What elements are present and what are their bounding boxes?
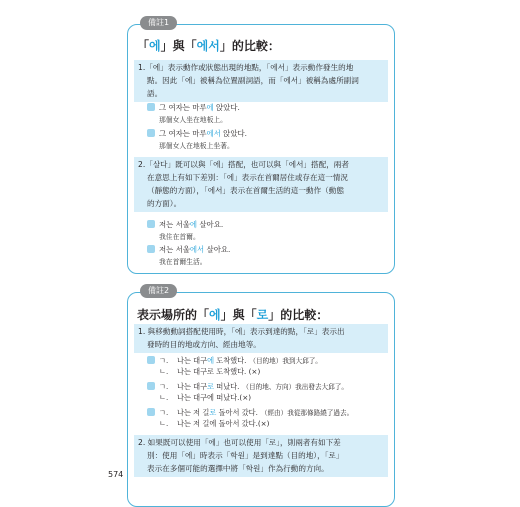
example-text: 앉았다. — [220, 129, 247, 138]
example-badge-icon — [147, 408, 155, 416]
band-line: （靜態的方面），「에서」表示在首爾生活的這一動作（動態 — [147, 186, 344, 195]
example-row — [147, 355, 322, 366]
example-badge-icon — [147, 220, 155, 228]
title-highlight: 에 — [209, 308, 221, 322]
row-marker: ㄴ. — [159, 367, 169, 376]
explanation-band-4 — [134, 435, 388, 477]
example-highlight: 에 — [206, 103, 214, 112]
band-line: 的方面）。 — [147, 199, 182, 208]
example-row — [147, 407, 353, 418]
example-text: 그 여자는 마루 — [159, 129, 207, 138]
title-highlight: 에서 — [196, 39, 220, 53]
title-text: 表示場所的「 — [137, 308, 210, 322]
title-text: 」與「 — [220, 308, 257, 322]
band-line: 語。 — [147, 89, 163, 98]
example-text: (×) — [239, 393, 252, 402]
example-text: 도착했다. — [214, 356, 247, 365]
title-text: 「 — [137, 39, 150, 53]
row-marker: ㄴ. — [159, 393, 169, 402]
example-text: 떠났다. — [214, 382, 240, 391]
row-marker: ㄴ. — [159, 419, 169, 428]
example-badge-icon — [147, 129, 155, 137]
example-sentence — [147, 219, 223, 230]
example-badge-icon — [147, 382, 155, 390]
example-text: 돌아서 갔다. — [216, 408, 258, 417]
title-highlight: 에 — [149, 39, 161, 53]
example-badge-icon — [147, 356, 155, 364]
example-highlight: 에서 — [206, 129, 221, 138]
example-text: 살아요. — [197, 220, 224, 229]
example-text: (×) — [246, 367, 261, 376]
example-text: 나는 대구 — [177, 356, 208, 365]
example-note: （經由）我從那條路繞了過去。 — [260, 409, 354, 417]
example-row — [159, 393, 251, 403]
band-line: 1. 與移動動詞搭配使用時，「에」表示到達的點，「로」表示出 — [138, 327, 345, 336]
example-text: 나는 저 길에 돌아서 갔다. — [177, 419, 258, 428]
example-highlight: 에 — [189, 220, 198, 229]
example-text: 앉았다. — [213, 103, 240, 112]
band-line: 表示在多個可能的選擇中將「학원」作為行動的方向。 — [147, 464, 329, 473]
example-highlight: 에 — [207, 356, 215, 365]
example-text: (×) — [257, 419, 270, 428]
example-text: 저는 서울 — [159, 245, 190, 254]
title-text: 」與「 — [160, 39, 197, 53]
title-text: 」的比較： — [268, 308, 329, 322]
note-title-1 — [137, 37, 280, 54]
example-sentence — [147, 128, 247, 139]
note-title-2 — [137, 306, 328, 323]
row-marker: ㄱ. — [159, 408, 169, 417]
example-row — [159, 419, 270, 429]
explanation-band-2 — [134, 157, 388, 212]
band-line: 1.「에」表示動作或狀態出現的地點，「에서」表示動作發生的地 — [138, 63, 354, 72]
example-text: 나는 대구에 떠났다. — [177, 393, 240, 402]
example-highlight: 에서 — [189, 245, 205, 254]
note-tag-2: 備註2 — [140, 284, 177, 298]
explanation-band-3 — [134, 324, 388, 353]
example-translation: 那個女人在地板上坐著。 — [159, 142, 234, 150]
row-marker: ㄱ. — [159, 356, 169, 365]
band-line: 2. 如果既可以使用「에」也可以使用「로」，則兩者有如下差 — [138, 438, 341, 447]
example-highlight: 로 — [209, 408, 217, 417]
page-number: 574 — [108, 470, 124, 479]
example-translation: 那個女人坐在地板上。 — [159, 116, 227, 124]
title-highlight: 로 — [256, 308, 269, 322]
band-line: 在意思上有如下差別：「에」表示在首爾居住或存在這一情況 — [147, 173, 348, 182]
example-row — [147, 381, 348, 392]
title-text: 」的比較： — [219, 39, 280, 53]
example-text: 나는 대구로 도착했다. — [177, 367, 247, 376]
example-note: （目的地、方向）我出發去大邱了。 — [242, 383, 348, 391]
example-text: 나는 대구 — [177, 382, 208, 391]
example-text: 나는 저 길 — [177, 408, 210, 417]
example-translation: 我住在首爾。 — [159, 233, 200, 241]
example-text: 살아요. — [204, 245, 231, 254]
row-marker: ㄱ. — [159, 382, 169, 391]
note-box-2 — [127, 286, 395, 507]
band-line: 別：使用「에」時表示「학원」是到達點（目的地），「로」 — [147, 451, 344, 460]
note-box-1 — [127, 18, 395, 274]
example-text: 저는 서울 — [159, 220, 190, 229]
example-translation: 我在首爾生活。 — [159, 258, 207, 266]
example-row — [159, 367, 260, 377]
example-sentence — [147, 244, 230, 255]
example-sentence — [147, 102, 240, 113]
band-line: 點。因此「에」被稱為位置副詞語，而「에서」被稱為處所副詞 — [147, 76, 359, 85]
example-text: 그 여자는 마루 — [159, 103, 207, 112]
example-badge-icon — [147, 245, 155, 253]
band-line: 發時的目的地或方向、經由地等。 — [147, 340, 261, 349]
example-note: （目的地）我到大邱了。 — [249, 357, 322, 365]
example-highlight: 로 — [207, 382, 215, 391]
note-tag-1: 備註1 — [140, 16, 177, 30]
example-badge-icon — [147, 103, 155, 111]
band-line: 2.「살다」既可以與「에」搭配，也可以與「에서」搭配，兩者 — [138, 160, 349, 169]
explanation-band-1 — [134, 60, 388, 102]
